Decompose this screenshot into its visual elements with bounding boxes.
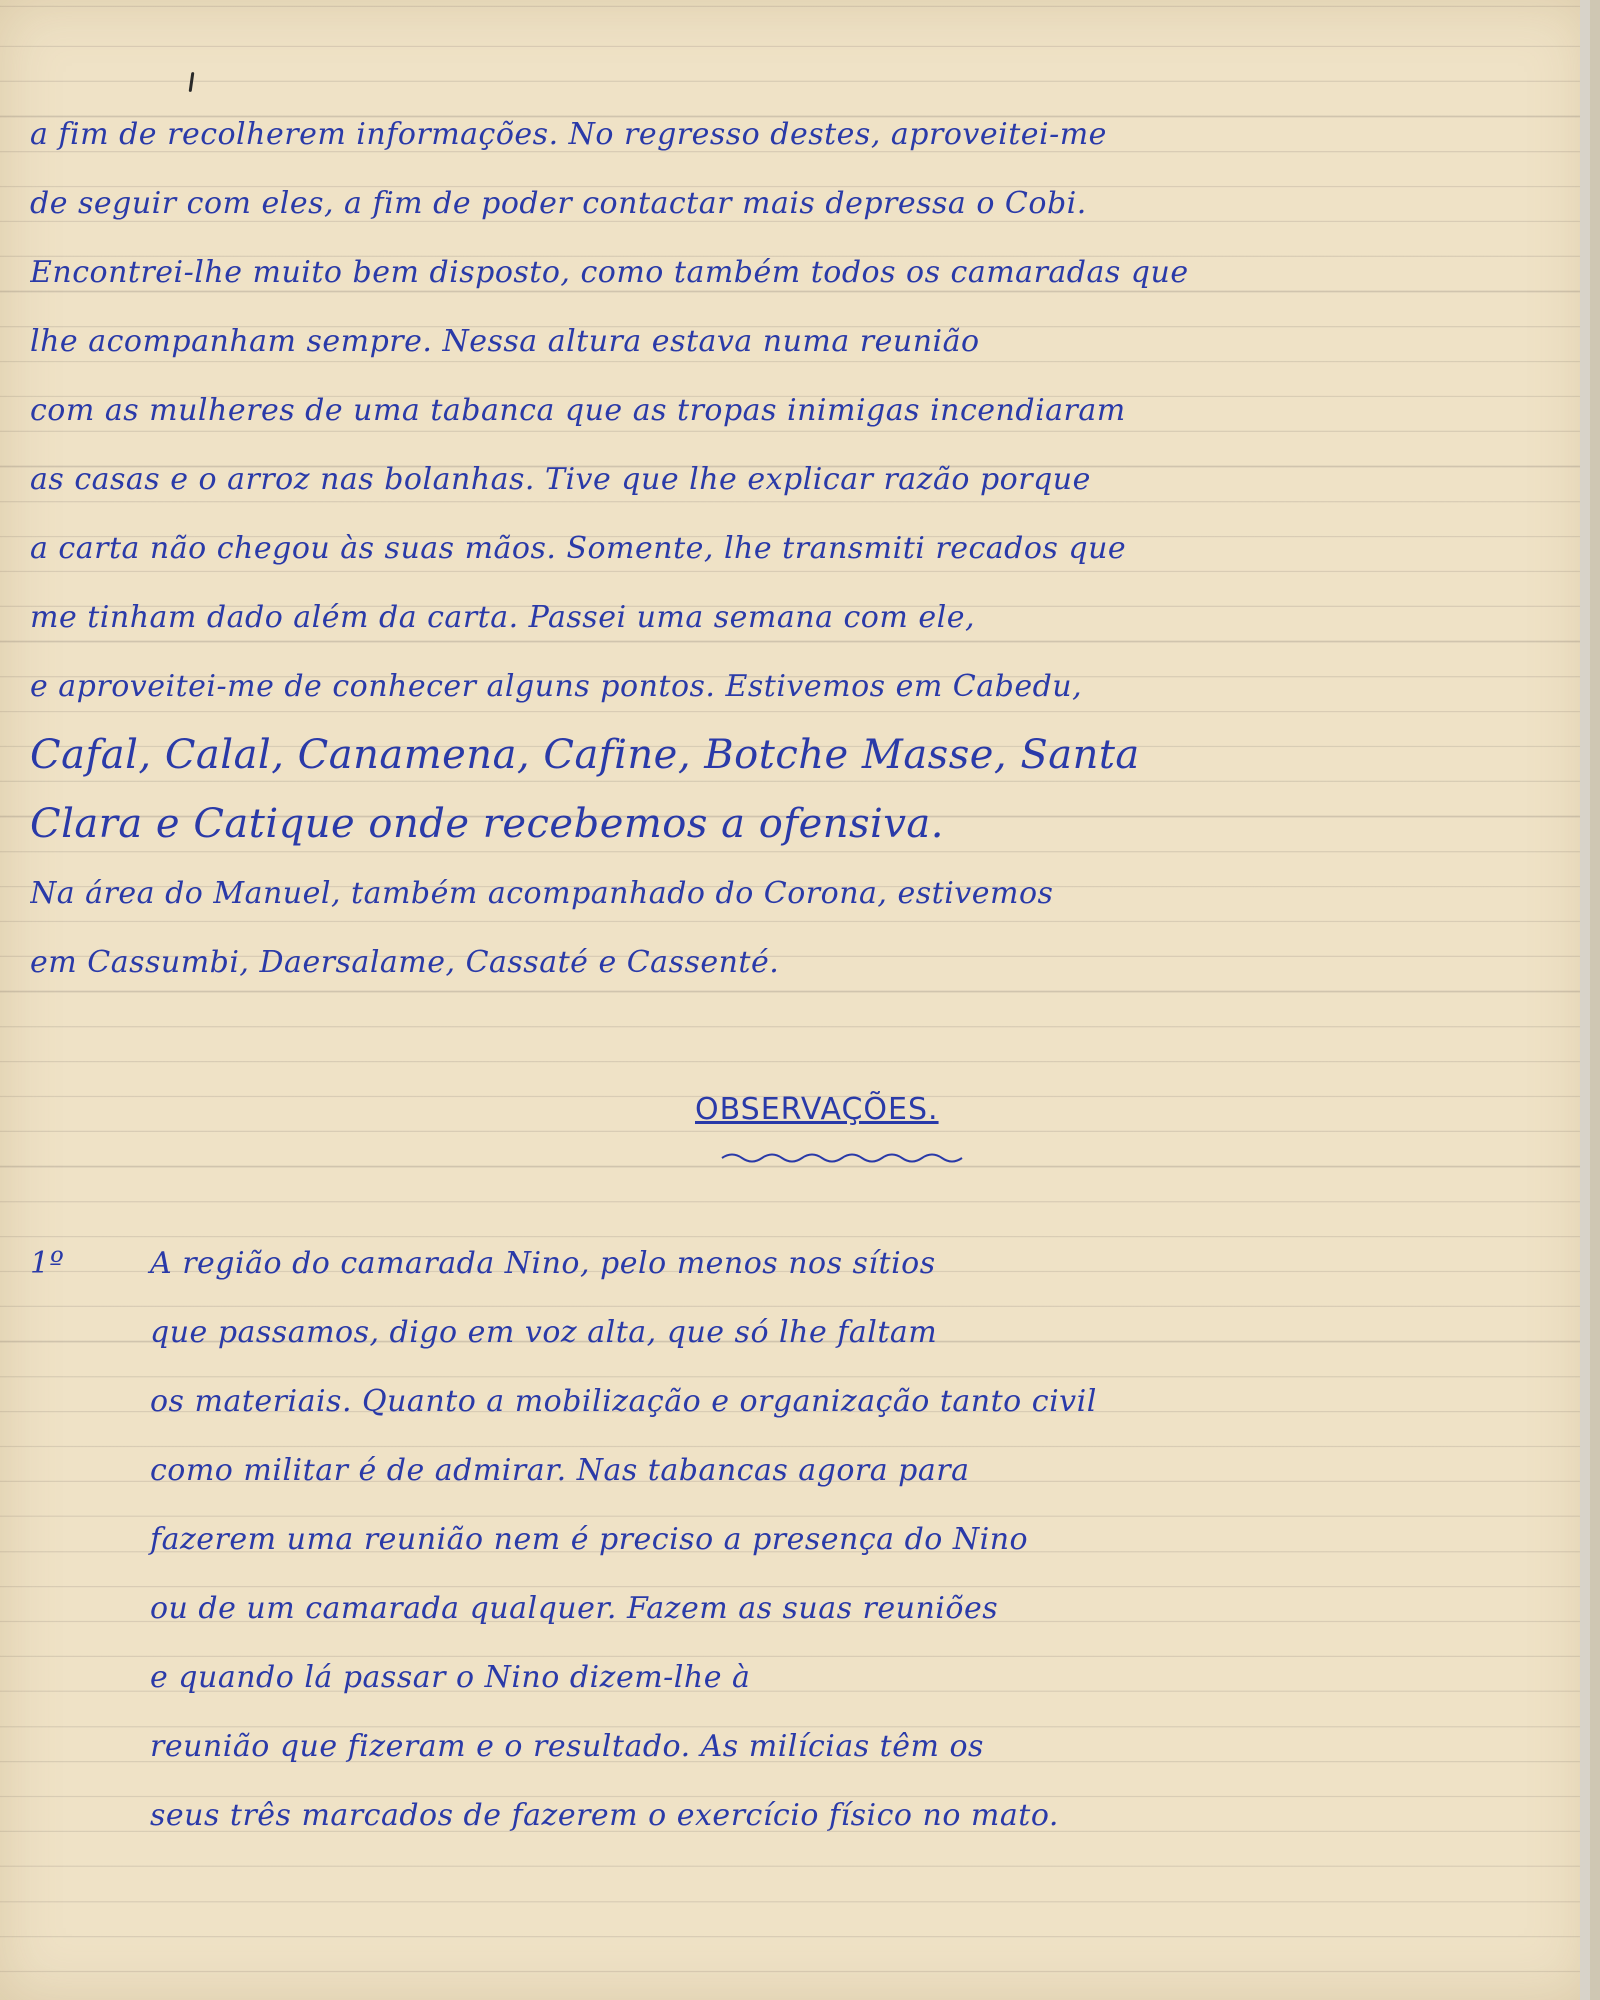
observation-text: A região do camarada Nino, pelo menos nos sítios: [150, 1246, 936, 1281]
observation-line: fazerem uma reunião nem é preciso a presença do Nino: [150, 1522, 1029, 1557]
text-line: a carta não chegou às suas mãos. Somente, lhe transmiti recados que: [30, 531, 1127, 566]
ink-mark: [189, 72, 195, 92]
observation-line: como militar é de admirar. Nas tabancas agora para: [150, 1453, 970, 1488]
observation-line: os materiais. Quanto a mobilização e organização tanto civil: [150, 1384, 1097, 1419]
text-line: em Cassumbi, Daersalame, Cassaté e Cassenté.: [30, 945, 780, 980]
observation-line: reunião que fizeram e o resultado. As milícias têm os: [150, 1729, 984, 1764]
heading-block: [30, 997, 1570, 1204]
observation-line: e quando lá passar o Nino dizem-lhe à: [150, 1660, 751, 1695]
text-line: Na área do Manuel, também acompanhado do Corona, estivemos: [30, 876, 1054, 911]
observation-line: que passamos, digo em voz alta, que só lhe faltam: [150, 1315, 938, 1350]
observation-line: ou de um camarada qualquer. Fazem as suas reuniões: [150, 1591, 999, 1626]
text-line: Encontrei-lhe muito bem disposto, como também todos os camaradas que: [30, 255, 1189, 290]
section-heading: OBSERVAÇÕES.: [695, 1092, 939, 1127]
handwritten-text: [30, 100, 1570, 1850]
text-line: de seguir com eles, a fim de poder contactar mais depressa o Cobi.: [30, 186, 1087, 221]
observation-line: seus três marcados de fazerem o exercício físico no mato.: [150, 1798, 1059, 1833]
text-line: me tinham dado além da carta. Passei uma semana com ele,: [30, 600, 975, 635]
text-line: a fim de recolherem informações. No regresso destes, aproveitei-me: [30, 117, 1107, 152]
spacer: [30, 1204, 1570, 1229]
text-line: lhe acompanham sempre. Nessa altura estava numa reunião: [30, 324, 980, 359]
places-line: Cafal, Calal, Canamena, Cafine, Botche Masse, Santa: [30, 732, 1140, 778]
heading-squiggle: [720, 1149, 980, 1165]
text-line: as casas e o arroz nas bolanhas. Tive que lhe explicar razão porque: [30, 462, 1091, 497]
observation-number: 1º: [30, 1246, 65, 1281]
text-line: e aproveitei-me de conhecer alguns pontos. Estivemos em Cabedu,: [30, 669, 1083, 704]
places-line: Clara e Catique onde recebemos a ofensiva.: [30, 801, 944, 847]
observation-line: [30, 1229, 1570, 1298]
text-line: com as mulheres de uma tabanca que as tropas inimigas incendiaram: [30, 393, 1126, 428]
page-edge: [1580, 0, 1590, 2000]
